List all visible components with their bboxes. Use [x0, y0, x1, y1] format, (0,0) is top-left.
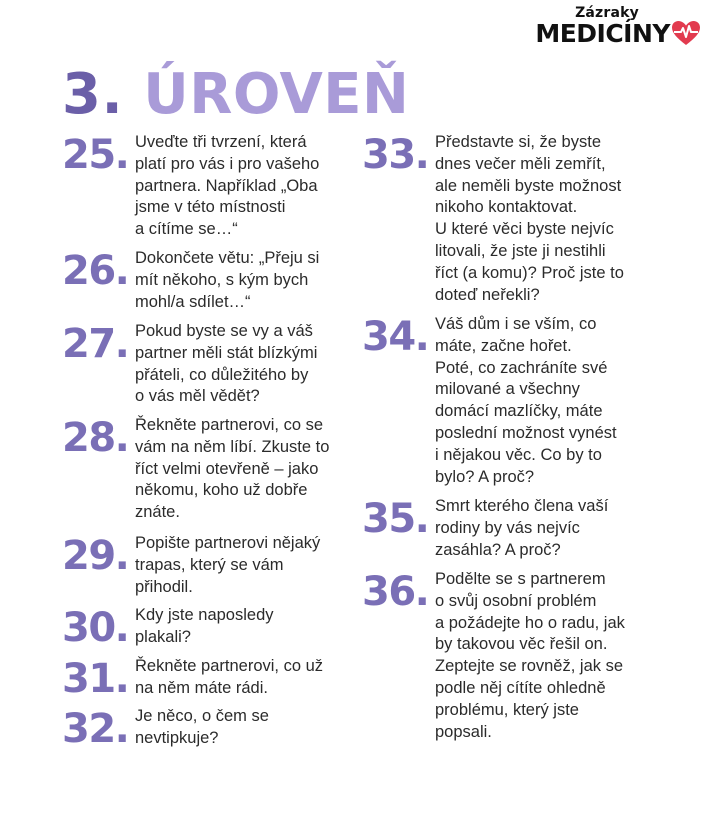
logo-line-2: MEDICÍNY [535, 18, 670, 48]
question-number: 35. [362, 496, 429, 542]
question-number: 32. [62, 706, 129, 752]
question-text: Představte si, že byste dnes večer měli zemřít, ale neměli byste možnost nikoho kontaktovat. U které věci byste nejvíc litovali, že jste ji nestihli říct (a komu)? Proč jste to doteď neřekli? [435, 133, 624, 304]
question-text: Dokončete větu: „Přeju si mít někoho, s kým bych mohl/a sdílet…“ [135, 249, 320, 311]
question-text: Smrt kterého člena vaší rodiny by vás nejvíc zasáhla? A proč? [435, 497, 609, 559]
brand-logo [535, 6, 701, 46]
question-number: 33. [362, 132, 429, 178]
question-number: 28. [62, 415, 129, 461]
heart-pulse-icon [671, 20, 701, 46]
question-item [62, 415, 329, 524]
question-text: Uveďte tři tvrzení, která platí pro vás i pro vašeho partnera. Například „Oba jsme v této místnosti a cítíme se…“ [135, 133, 320, 239]
question-text: Pokud byste se vy a váš partner měli stát blízkými přáteli, co důležitého by o vás měl vědět? [135, 322, 318, 406]
question-item [362, 132, 624, 306]
logo-line-1: Zázraky [575, 5, 639, 21]
question-item [62, 605, 274, 649]
question-text: Řekněte partnerovi, co se vám na něm líbí. Zkuste to říct velmi otevřeně – jako někomu, koho už dobře znáte. [135, 416, 330, 522]
question-text: Řekněte partnerovi, co už na něm máte rádi. [135, 657, 324, 697]
question-text: Váš dům i se vším, co máte, začne hořet. Poté, co zachráníte své milované a všechny domácí mazlíčky, máte poslední možnost vynést i nějakou věc. Co by to bylo? A proč? [435, 315, 617, 486]
question-item [62, 321, 317, 408]
question-number: 36. [362, 569, 429, 615]
question-text: Je něco, o čem se nevtipkuje? [135, 707, 269, 747]
question-number: 27. [62, 321, 129, 367]
question-number: 25. [62, 132, 129, 178]
question-item [362, 314, 617, 488]
question-number: 34. [362, 314, 429, 360]
question-text: Kdy jste naposledy plakali? [135, 606, 274, 646]
question-item [62, 533, 320, 598]
heading-word: ÚROVEŇ [143, 62, 410, 127]
question-item [62, 248, 319, 313]
question-item [62, 656, 323, 700]
question-item [362, 569, 625, 743]
question-number: 31. [62, 656, 129, 702]
heading-number: 3. [62, 62, 124, 127]
section-heading [62, 62, 409, 128]
question-item [362, 496, 608, 561]
question-text: Popište partnerovi nějaký trapas, který se vám přihodil. [135, 534, 321, 596]
question-number: 30. [62, 605, 129, 651]
question-text: Poděltе se s partnerem o svůj osobní problém a požádejte ho o radu, jak by takovou věc řešil on. Zeptejte se rovněž, jak se podle něj cítíte ohledně problému, který jste popsali. [435, 570, 625, 741]
question-item [62, 706, 269, 750]
question-number: 26. [62, 248, 129, 294]
question-number: 29. [62, 533, 129, 579]
question-item [62, 132, 319, 241]
logo-wordmark [535, 20, 701, 46]
